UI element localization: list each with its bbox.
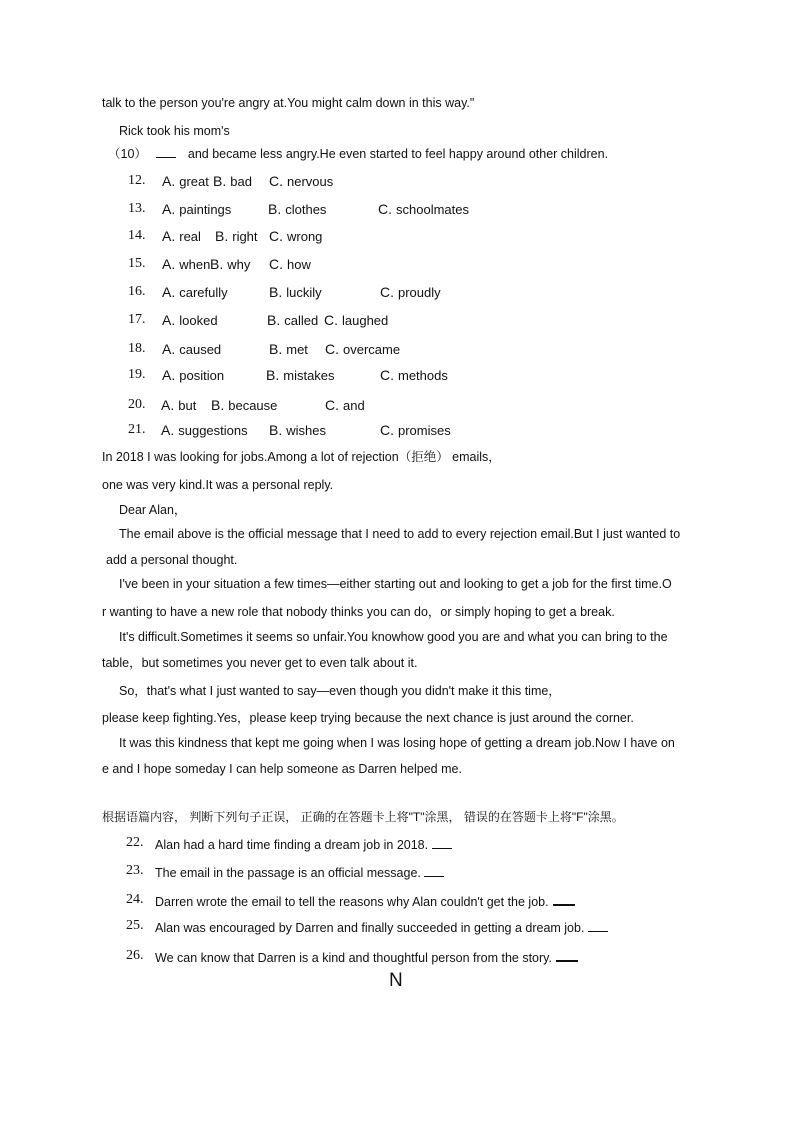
option-letter: A. [162, 367, 176, 383]
intro-line-1: talk to the person you're angry at.You might calm down in this way." [102, 96, 475, 110]
option-letter: B. [215, 228, 229, 244]
option-letter: A. [161, 397, 175, 413]
question-number: 14. [128, 228, 146, 243]
passage-line: The email above is the official message that I need to add to every rejection email.But I just wanted to [119, 527, 681, 541]
option-b [269, 341, 308, 358]
option-letter: B. [269, 422, 283, 438]
option-b [266, 367, 335, 384]
option-text: when [179, 257, 211, 272]
question-number: 15. [128, 256, 146, 271]
option-text: clothes [285, 202, 327, 217]
option-letter: B. [268, 201, 282, 217]
option-text: paintings [179, 202, 232, 217]
option-text: nervous [287, 174, 334, 189]
option-letter: B. [213, 173, 227, 189]
tf-statement: Alan had a hard time finding a dream job in 2018. [155, 837, 452, 853]
passage-line: e and I hope someday I can help someone as Darren helped me. [102, 762, 462, 776]
tf-number: 26. [126, 948, 144, 963]
option-text: wishes [286, 423, 326, 438]
option-letter: C. [325, 397, 339, 413]
option-c [378, 201, 469, 218]
option-b [268, 201, 326, 218]
answer-blank [424, 866, 444, 877]
option-text: called [284, 313, 319, 328]
option-a [161, 422, 248, 439]
option-letter: A. [162, 341, 176, 357]
passage-line: It's difficult.Sometimes it seems so unfair.You knowhow good you are and what you can bring to the [119, 630, 668, 644]
answer-blank [156, 147, 176, 158]
intro-line-3-text: and became less angry.He even started to feel happy around other children. [187, 147, 609, 161]
tf-statement: The email in the passage is an official message. [155, 865, 444, 881]
option-text: laughed [342, 313, 389, 328]
option-b [213, 173, 252, 190]
option-text: because [228, 398, 278, 413]
option-c [380, 422, 451, 439]
blank-number: （10） [108, 147, 147, 161]
option-letter: A. [162, 228, 176, 244]
option-text: met [286, 342, 308, 357]
option-letter: B. [267, 312, 281, 328]
option-text: great [179, 174, 209, 189]
passage-line: I've been in your situation a few times—either starting out and looking to get a job for the first time.O [119, 577, 672, 591]
question-number: 18. [128, 341, 146, 356]
option-letter: C. [380, 367, 394, 383]
tf-statement: Darren wrote the email to tell the reasons why Alan couldn't get the job. [155, 894, 575, 910]
tf-number: 24. [126, 892, 144, 907]
option-b [215, 228, 258, 245]
option-text: luckily [286, 285, 322, 300]
question-number: 20. [128, 397, 146, 412]
intro-line-3 [108, 146, 608, 162]
option-letter: C. [269, 256, 283, 272]
option-text: real [179, 229, 201, 244]
option-a [162, 228, 201, 245]
option-c [269, 173, 333, 190]
passage-line: add a personal thought. [106, 553, 238, 567]
option-c [269, 256, 311, 273]
option-text: why [227, 257, 251, 272]
option-a [162, 173, 209, 190]
option-text: carefully [179, 285, 228, 300]
option-letter: B. [266, 367, 280, 383]
option-text: methods [398, 368, 448, 383]
option-b [267, 312, 318, 329]
tf-statement: Alan was encouraged by Darren and finally succeeded in getting a dream job. [155, 920, 608, 936]
option-a [162, 256, 210, 273]
passage-line: one was very kind.It was a personal reply. [102, 478, 334, 492]
option-text: caused [179, 342, 222, 357]
option-letter: A. [162, 312, 176, 328]
option-letter: B. [211, 397, 225, 413]
answer-blank [553, 898, 575, 906]
tf-number: 22. [126, 835, 144, 850]
option-c [380, 367, 448, 384]
intro-line-2: Rick took his mom's [119, 124, 230, 138]
option-letter: C. [380, 422, 394, 438]
option-text: right [232, 229, 258, 244]
answer-blank [556, 954, 578, 962]
option-b [269, 284, 322, 301]
tf-number: 25. [126, 918, 144, 933]
answer-blank [588, 921, 608, 932]
option-text: how [287, 257, 311, 272]
tf-statement: We can know that Darren is a kind and thoughtful person from the story. [155, 950, 578, 966]
tf-number: 23. [126, 863, 144, 878]
option-c [324, 312, 388, 329]
option-a [162, 341, 221, 358]
option-letter: C. [380, 284, 394, 300]
question-number: 16. [128, 284, 146, 299]
question-number: 12. [128, 173, 146, 188]
passage-line: table，but sometimes you never get to even talk about it. [102, 656, 418, 670]
option-letter: C. [269, 173, 283, 189]
option-letter: C. [325, 341, 339, 357]
tf-instruction: 根据语篇内容， 判断下列句子正误， 正确的在答题卡上将"T"涂黑， 错误的在答题卡上将"F"涂黑。 [102, 810, 624, 824]
option-c [325, 341, 400, 358]
option-letter: C. [324, 312, 338, 328]
option-text: and [343, 398, 365, 413]
option-letter: C. [378, 201, 392, 217]
option-text: mistakes [283, 368, 335, 383]
option-a [162, 201, 231, 218]
letter-greeting: Dear Alan， [119, 503, 187, 517]
option-text: bad [230, 174, 252, 189]
option-text: wrong [287, 229, 323, 244]
option-text: suggestions [178, 423, 248, 438]
option-b [210, 256, 250, 273]
option-a [162, 367, 224, 384]
answer-blank [432, 838, 452, 849]
passage-line: please keep fighting.Yes，please keep trying because the next chance is just around the corner. [102, 711, 634, 725]
question-number: 19. [128, 367, 146, 382]
option-a [161, 397, 196, 414]
option-a [162, 284, 228, 301]
option-text: overcame [343, 342, 401, 357]
question-number: 21. [128, 422, 146, 437]
option-letter: A. [161, 422, 175, 438]
option-letter: C. [269, 228, 283, 244]
option-text: but [178, 398, 197, 413]
option-text: promises [398, 423, 451, 438]
passage-line: So，that's what I just wanted to say—even though you didn't make it this time， [119, 684, 561, 698]
question-number: 13. [128, 201, 146, 216]
option-text: proudly [398, 285, 441, 300]
option-letter: B. [210, 256, 224, 272]
option-letter: A. [162, 256, 176, 272]
option-letter: A. [162, 173, 176, 189]
option-c [325, 397, 365, 414]
option-text: schoolmates [396, 202, 469, 217]
option-letter: B. [269, 284, 283, 300]
question-number: 17. [128, 312, 146, 327]
option-letter: A. [162, 284, 176, 300]
option-letter: B. [269, 341, 283, 357]
passage-line: It was this kindness that kept me going when I was losing hope of getting a dream job.Now I have on [119, 736, 675, 750]
passage-line: r wanting to have a new role that nobody thinks you can do，or simply hoping to get a break. [102, 605, 615, 619]
option-b [269, 422, 326, 439]
option-text: looked [179, 313, 218, 328]
option-b [211, 397, 277, 414]
option-text: position [179, 368, 225, 383]
footer-mark: N [389, 970, 403, 991]
passage-line: In 2018 I was looking for jobs.Among a lot of rejection（拒绝） emails， [102, 450, 501, 464]
option-a [162, 312, 218, 329]
option-c [269, 228, 322, 245]
option-letter: A. [162, 201, 176, 217]
option-c [380, 284, 441, 301]
